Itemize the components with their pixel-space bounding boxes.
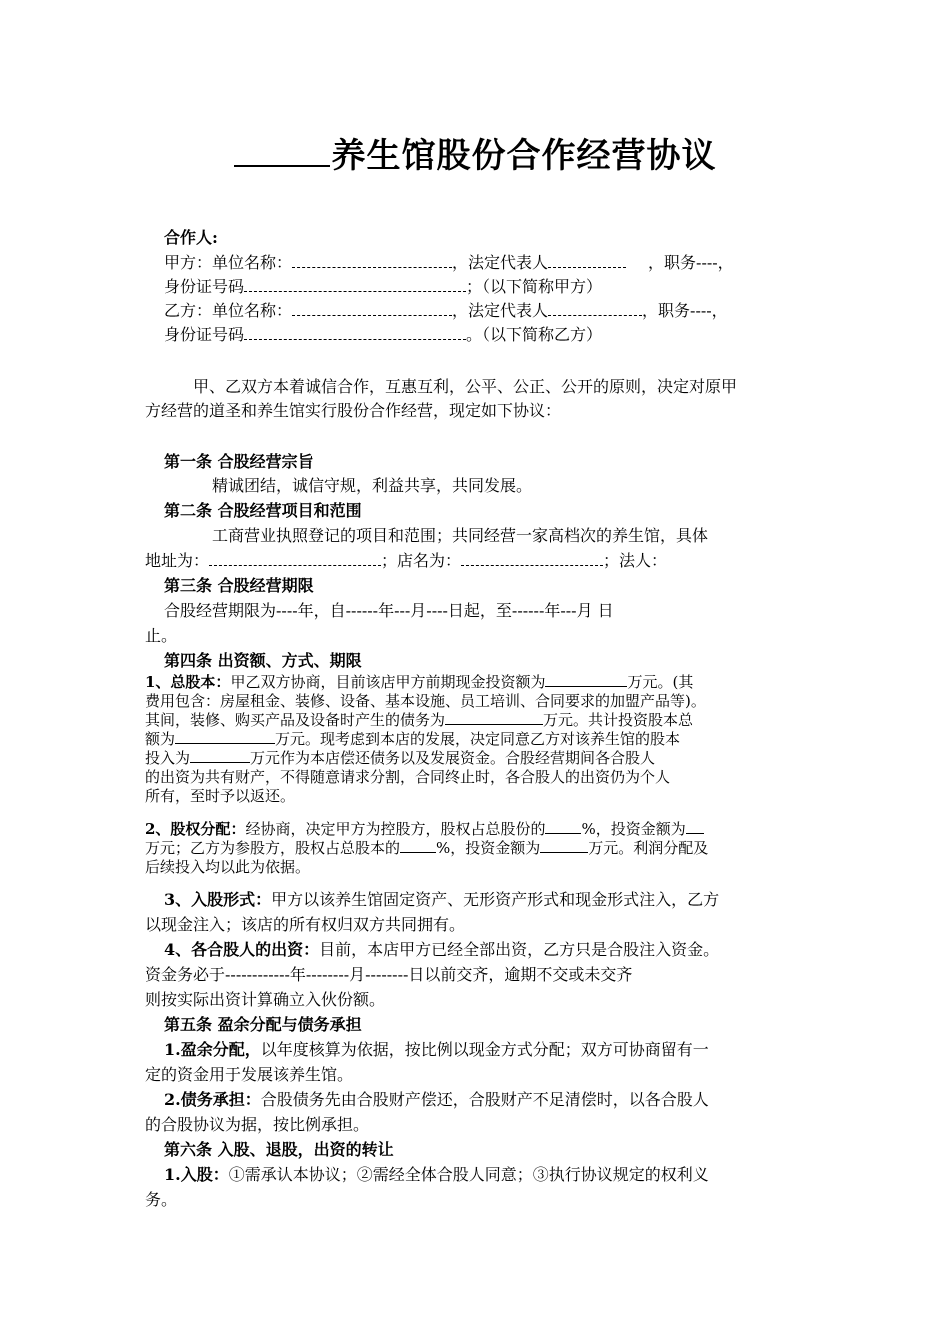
article-3-line-2: 止。 bbox=[145, 626, 178, 645]
art4-p3-text: 甲方以该养生馆固定资产、无形资产形式和现金形式注入，乙方 bbox=[271, 890, 720, 909]
intro-line-1: 甲、乙双方本着诚信合作，互惠互利，公平、公正、公开的原则，决定对原甲 bbox=[193, 377, 738, 396]
art4-p1-invest-text: 投入为 bbox=[145, 749, 191, 767]
art4-p2-line-1 bbox=[145, 819, 704, 839]
equity-label: 2、股权分配： bbox=[145, 820, 246, 838]
party-b-investment-blank[interactable] bbox=[190, 748, 250, 763]
partners-heading: 合作人: bbox=[164, 228, 218, 247]
initial-investment-blank[interactable] bbox=[545, 672, 627, 687]
party-b-id-label: 身份证号码 bbox=[164, 325, 245, 344]
art6-p1-line-1 bbox=[164, 1165, 709, 1185]
party-a-rep-label: ，法定代表人 bbox=[452, 253, 549, 272]
title-text: 养生馆股份合作经营协议 bbox=[331, 136, 717, 176]
art4-p2-line-2 bbox=[145, 838, 708, 858]
contribution-label: 4、各合股人的出资： bbox=[164, 940, 320, 959]
art4-p2-text-b: %，投资金额为 bbox=[581, 820, 686, 838]
party-b-unit-label: 乙方：单位名称： bbox=[164, 301, 293, 320]
art4-p1-total-text: 额为 bbox=[145, 730, 176, 748]
art4-p1-debt-text-b: 万元。共计投资股本总 bbox=[543, 711, 694, 729]
party-b-unit-blank[interactable] bbox=[292, 301, 452, 316]
party-a-title-label: ，职务----， bbox=[648, 253, 734, 272]
art6-p1-text: ①需承认本协议；②需经全体合股人同意；③执行协议规定的权利义 bbox=[228, 1165, 709, 1184]
party-a-line1 bbox=[164, 253, 734, 273]
art4-p4-text: 目前，本店甲方已经全部出资，乙方只是合股注入资金。 bbox=[319, 940, 720, 959]
art4-p1-line-7: 所有，至时予以返还。 bbox=[145, 787, 296, 805]
art4-p2-text-e: 万元。利润分配及 bbox=[588, 839, 709, 857]
article-4-heading: 第四条 出资额、方式、期限 bbox=[164, 651, 362, 670]
art5-p1-text: 以年度核算为依据，按比例以现金方式分配；双方可协商留有一 bbox=[260, 1040, 709, 1059]
art4-p2-text-a: 经协商，决定甲方为控股方，股权占总股份的 bbox=[245, 820, 546, 838]
art4-p1-line-6: 的出资为共有财产，不得随意请求分割，合同终止时，各合股人的出资仍为个人 bbox=[145, 768, 671, 786]
art5-p1-line-1 bbox=[164, 1040, 709, 1060]
art4-p1-text-b: 万元。(其 bbox=[627, 673, 694, 691]
party-a-line2 bbox=[164, 277, 602, 297]
article-5-heading: 第五条 盈余分配与债务承担 bbox=[164, 1015, 362, 1034]
party-b-id-blank[interactable] bbox=[244, 325, 466, 340]
art4-p1-line-2: 费用包含：房屋租金、装修、设备、基本设施、员工培训、合同要求的加盟产品等)。 bbox=[145, 692, 706, 710]
party-a-unit-blank[interactable] bbox=[292, 253, 452, 268]
party-b-line2 bbox=[164, 325, 602, 345]
store-name-blank[interactable] bbox=[461, 551, 603, 566]
debt-liability-label: 2.债务承担： bbox=[164, 1090, 261, 1109]
party-a-alias: ；（以下简称甲方） bbox=[466, 277, 603, 296]
legal-person-label: ；法人： bbox=[603, 551, 668, 570]
party-b-alias: 。（以下简称乙方） bbox=[466, 325, 603, 344]
art4-p4-line-2: 资金务必于------------年--------月--------日以前交齐，逾期不交或未交齐 bbox=[145, 965, 633, 984]
art6-p1-line-2: 务。 bbox=[145, 1190, 178, 1209]
join-label: 1.入股： bbox=[164, 1165, 229, 1184]
address-blank[interactable] bbox=[209, 551, 381, 566]
art4-p2-text-c: 万元；乙方为参股方，股权占总股本的 bbox=[145, 839, 401, 857]
article-6-heading: 第六条 入股、退股，出资的转让 bbox=[164, 1140, 394, 1159]
article-1-heading: 第一条 合股经营宗旨 bbox=[164, 452, 314, 471]
art4-p1-line-4 bbox=[145, 729, 680, 749]
party-a-id-blank[interactable] bbox=[244, 277, 466, 292]
article-2-line-2 bbox=[145, 551, 667, 571]
party-b-amount-blank[interactable] bbox=[540, 838, 588, 853]
intro-line-2: 方经营的道圣和养生馆实行股份合作经营，现定如下协议： bbox=[145, 401, 562, 420]
art4-p3-line-1 bbox=[164, 890, 719, 910]
art5-p1-line-2: 定的资金用于发展该养生馆。 bbox=[145, 1065, 354, 1084]
art5-p2-text: 合股债务先由合股财产偿还，合股财产不足清偿时，以各合股人 bbox=[260, 1090, 709, 1109]
party-a-share-blank[interactable] bbox=[545, 819, 581, 834]
party-b-share-blank[interactable] bbox=[400, 838, 436, 853]
article-2-heading: 第二条 合股经营项目和范围 bbox=[164, 501, 362, 520]
art4-p1-text-a: 甲乙双方协商，目前该店甲方前期现金投资额为 bbox=[230, 673, 546, 691]
title-blank-line bbox=[234, 135, 330, 167]
debt-amount-blank[interactable] bbox=[445, 710, 543, 725]
store-name-label: ；店名为： bbox=[381, 551, 462, 570]
art4-p1-invest-text-b: 万元作为本店偿还债务以及发展资金。合股经营期间各合股人 bbox=[250, 749, 656, 767]
art5-p2-line-2: 的合股协议为据，按比例承担。 bbox=[145, 1115, 370, 1134]
art4-p2-line-3: 后续投入均以此为依据。 bbox=[145, 858, 311, 876]
art4-p1-line-1 bbox=[145, 672, 693, 692]
art4-p1-line-5 bbox=[145, 748, 655, 768]
investment-form-label: 3、入股形式： bbox=[164, 890, 272, 909]
art4-p1-line-3 bbox=[145, 710, 693, 730]
art5-p2-line-1 bbox=[164, 1090, 709, 1110]
art4-p4-line-1 bbox=[164, 940, 719, 960]
article-1-text: 精诚团结，诚信守规，利益共享，共同发展。 bbox=[212, 476, 533, 495]
profit-distribution-label: 1.盈余分配， bbox=[164, 1040, 261, 1059]
document-title bbox=[0, 128, 950, 177]
party-a-amount-blank[interactable] bbox=[686, 819, 704, 834]
party-a-id-label: 身份证号码 bbox=[164, 277, 245, 296]
total-capital-label: 1、总股本： bbox=[145, 673, 231, 691]
party-b-rep-blank[interactable] bbox=[548, 301, 642, 316]
party-a-unit-label: 甲方：单位名称： bbox=[164, 253, 293, 272]
art4-p3-line-2: 以现金注入；该店的所有权归双方共同拥有。 bbox=[145, 915, 466, 934]
article-3-heading: 第三条 合股经营期限 bbox=[164, 576, 314, 595]
party-a-rep-blank[interactable] bbox=[548, 253, 626, 268]
party-b-line1 bbox=[164, 301, 728, 321]
art4-p2-text-d: %，投资金额为 bbox=[436, 839, 541, 857]
article-3-line-1: 合股经营期限为----年，自------年---月----日起，至------年---月 日 bbox=[164, 601, 614, 620]
art4-p1-total-text-b: 万元。现考虑到本店的发展，决定同意乙方对该养生馆的股本 bbox=[275, 730, 681, 748]
total-capital-blank[interactable] bbox=[175, 729, 275, 744]
party-b-title-label: ，职务----， bbox=[642, 301, 728, 320]
address-label: 地址为： bbox=[145, 551, 210, 570]
art4-p4-line-3: 则按实际出资计算确立入伙份额。 bbox=[145, 990, 386, 1009]
art4-p1-debt-text: 其间，装修、购买产品及设备时产生的债务为 bbox=[145, 711, 446, 729]
party-b-rep-label: ，法定代表人 bbox=[452, 301, 549, 320]
article-2-line-1: 工商营业执照登记的项目和范围；共同经营一家高档次的养生馆，具体 bbox=[212, 526, 709, 545]
